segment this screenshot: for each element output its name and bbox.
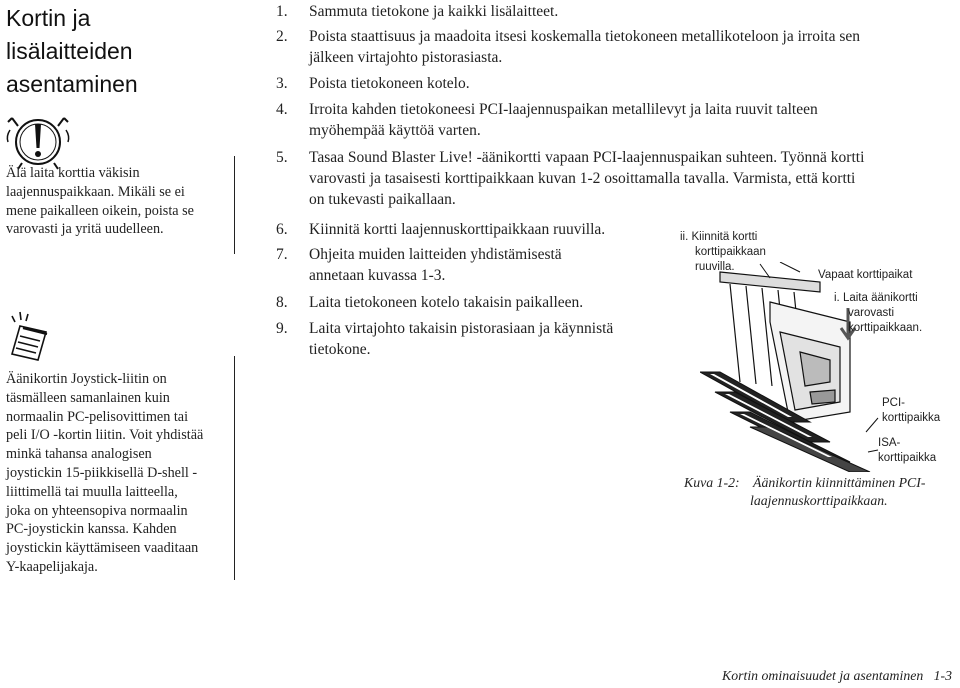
note-line: peli I/O -kortin liitin. Voit yhdistää: [6, 427, 204, 444]
label-line: korttipaikka: [878, 452, 937, 464]
label-insert-card: [834, 291, 922, 336]
page-title: [6, 2, 236, 101]
step-number: 4.: [276, 101, 288, 118]
step-number: 8.: [276, 294, 288, 311]
step-text: Irroita kahden tietokoneesi PCI-laajennuspaikan metallilevyt ja laita ruuvit talteen: [309, 101, 818, 118]
step-text: Tasaa Sound Blaster Live! -äänikortti vapaan PCI-laajennuspaikan suhteen. Työnnä kortti: [309, 149, 865, 166]
note-line: täsmälleen samanlainen kuin: [6, 389, 170, 406]
sidebar-rule-bottom: [234, 356, 235, 580]
label-screw-card: [680, 230, 766, 275]
note-line: joka on yhteensopiva normaalin: [6, 502, 188, 519]
label-pci-slot: [882, 396, 940, 426]
step-text: tietokone.: [309, 341, 371, 358]
warning-line: laajennuspaikkaan. Mikäli se ei: [6, 183, 185, 200]
step-text: on tukevasti paikallaan.: [309, 191, 456, 208]
note-line: Y-kaapelijakaja.: [6, 558, 98, 575]
step-text: Ohjeita muiden laitteiden yhdistämisestä: [309, 246, 562, 263]
step-text: Laita tietokoneen kotelo takaisin paikalleen.: [309, 294, 584, 311]
warning-line: varovasti ja yritä uudelleen.: [6, 221, 164, 238]
step-text: Poista staattisuus ja maadoita itsesi koskemalla tietokoneen metallikoteloon ja irroita sen: [309, 28, 860, 45]
label-line: ruuvilla.: [695, 261, 735, 273]
step-text: annetaan kuvassa 1-3.: [309, 267, 446, 284]
step-number: 6.: [276, 221, 288, 238]
label-line: i. Laita äänikortti: [834, 292, 918, 304]
step-text: varovasti ja tasaisesti korttipaikkaan kuvan 1-2 osoittamalla tavalla. Varmista, että kortti: [309, 170, 856, 187]
step-number: 1.: [276, 3, 288, 20]
label-line: korttipaikka: [882, 412, 941, 424]
step-text: jälkeen virtajohto pistorasiasta.: [309, 49, 503, 66]
label-free-slots: Vapaat korttipaikat: [818, 269, 913, 281]
step-text: Laita virtajohto takaisin pistorasiaan ja käynnistä: [309, 320, 614, 337]
label-line: ii. Kiinnitä kortti: [680, 231, 758, 243]
step-number: 9.: [276, 320, 288, 337]
page-footer: Kortin ominaisuudet ja asentaminen 1-3: [722, 668, 952, 683]
warning-line: Älä laita korttia väkisin: [6, 165, 140, 181]
label-line: korttipaikkaan.: [848, 322, 923, 334]
step-text: Poista tietokoneen kotelo.: [309, 75, 470, 92]
note-line: PC-joystickin kanssa. Kahden: [6, 521, 177, 538]
note-line: Äänikortin Joystick-liitin on: [6, 371, 167, 387]
step-number: 5.: [276, 149, 288, 166]
sidebar-rule-top: [234, 156, 235, 254]
title-line: asentaminen: [6, 71, 138, 97]
alarm-clock-exclamation-icon: [4, 108, 74, 172]
note-line: liittimellä tai muulla laitteella,: [6, 483, 178, 500]
caption-line: Äänikortin kiinnittäminen PCI-: [753, 475, 926, 490]
step-text: myöhempää käyttöä varten.: [309, 122, 481, 139]
notepad-icon: [6, 310, 58, 364]
label-line: PCI-: [882, 397, 905, 409]
label-line: ISA-: [878, 437, 901, 449]
step-text: Kiinnitä kortti laajennuskorttipaikkaan ruuvilla.: [309, 221, 606, 238]
note-line: normaalin PC-pelisovittimen tai: [6, 408, 189, 425]
caption-prefix: Kuva 1-2:: [684, 475, 740, 490]
warning-line: mene paikalleen oikein, poista se: [6, 202, 194, 219]
label-line: varovasti: [848, 307, 895, 319]
step-number: 3.: [276, 75, 288, 92]
warning-note: [6, 164, 232, 239]
caption-line: laajennuskorttipaikkaan.: [750, 493, 888, 508]
step-number: 7.: [276, 246, 288, 263]
joystick-note: [6, 370, 232, 577]
label-line: korttipaikkaan: [695, 246, 766, 258]
title-line: Kortin ja: [6, 5, 91, 31]
step-number: 2.: [276, 28, 288, 45]
figure-caption: [684, 474, 954, 510]
note-line: joystickin 15-piikkisellä D-shell -: [6, 464, 198, 481]
title-line: lisälaitteiden: [6, 38, 133, 64]
step-text: Sammuta tietokone ja kaikki lisälaitteet.: [309, 3, 559, 20]
note-line: joystickin käyttämiseen vaaditaan: [6, 540, 199, 557]
label-isa-slot: [878, 436, 936, 466]
note-line: minkä tahansa analogisen: [6, 446, 152, 463]
